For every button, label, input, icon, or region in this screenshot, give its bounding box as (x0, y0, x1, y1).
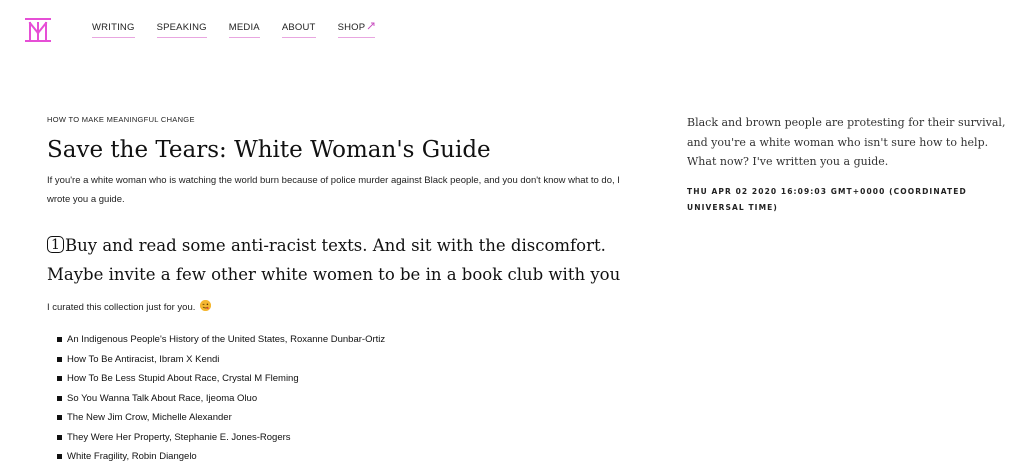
monogram-logo-icon (25, 17, 51, 43)
step-1-text: Buy and read some anti-racist texts. And sit with the discomfort. Maybe invite a few other white women to be in a book club with you (47, 236, 621, 284)
nav-speaking[interactable]: SPEAKING (157, 22, 207, 38)
publish-date: THU APR 02 2020 16:09:03 GMT+0000 (COORDINATED UNIVERSAL TIME) (687, 186, 967, 212)
nav-writing[interactable]: WRITING (92, 22, 135, 38)
book-item[interactable]: So You Wanna Talk About Race, Ijeoma Oluo (57, 389, 637, 409)
article-summary: Black and brown people are protesting for their survival, and you're a white woman who isn't sure how to help. What now? I've written you a guide. (687, 116, 1006, 168)
book-item[interactable]: They Were Her Property, Stephanie E. Jones-Rogers (57, 428, 637, 448)
nav-media[interactable]: MEDIA (229, 22, 260, 38)
article-eyebrow: HOW TO MAKE MEANINGFUL CHANGE (47, 115, 195, 124)
curated-note (47, 300, 637, 315)
nav-about[interactable]: ABOUT (282, 22, 316, 38)
site-logo-icon[interactable] (25, 17, 51, 43)
book-item[interactable]: How To Be Antiracist, Ibram X Kendi (57, 350, 637, 370)
book-item[interactable]: An Indigenous People's History of the United States, Roxanne Dunbar-Ortiz (57, 330, 637, 350)
book-item[interactable]: White Fragility, Robin Diangelo (57, 447, 637, 467)
curated-text: I curated this collection just for you. (47, 302, 196, 313)
winking-face-emoji-icon (200, 300, 211, 311)
nav-shop[interactable] (338, 22, 376, 38)
book-item[interactable]: The New Jim Crow, Michelle Alexander (57, 408, 637, 428)
book-item[interactable]: How To Be Less Stupid About Race, Crystal M Fleming (57, 369, 637, 389)
article (47, 115, 637, 467)
nav-shop-label: SHOP (337, 22, 366, 33)
step-number-badge: 1 (47, 236, 64, 253)
book-list (47, 330, 637, 467)
step-1-heading (47, 231, 637, 289)
external-arrow-icon (367, 22, 375, 34)
article-title: Save the Tears: White Woman's Guide (47, 137, 491, 163)
article-intro: If you're a white woman who is watching the world burn because of police murder against Black people, and you don't know what to do, I wrote you a guide. (47, 175, 620, 205)
main-nav (92, 22, 397, 38)
article-sidebar (687, 113, 1007, 216)
